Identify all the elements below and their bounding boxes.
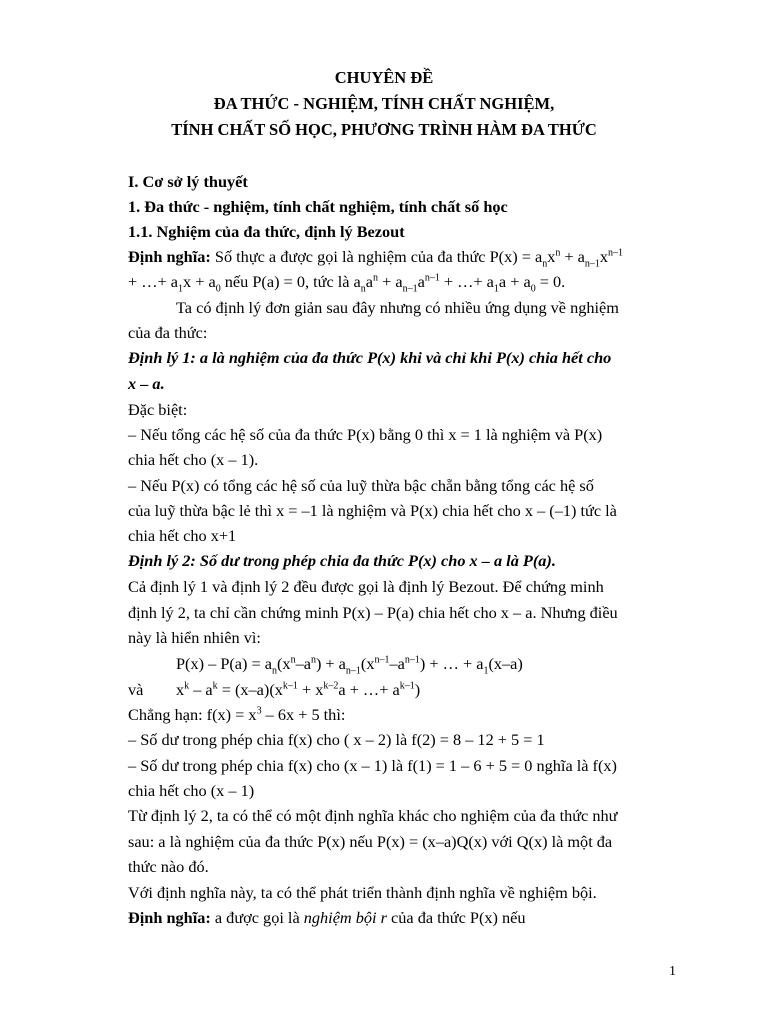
paragraph-2-line2: sau: a là nghiệm của đa thức P(x) nếu P(x) = (x–a)Q(x) với Q(x) là một đa (128, 832, 613, 851)
definition-1-line2: + …+ $a_1x + a_0$ nếu P(a) = 0, tức là $a_na^n + a_{n-1}a^{n-1}$ + …+ $a_1a + a_0 = 0$. (128, 272, 566, 295)
section-heading: I. Cơ sở lý thuyết (128, 172, 248, 191)
special-item-1-line1: – Nếu tổng các hệ số của đa thức P(x) bằng 0 thì x = 1 là nghiệm và P(x) (128, 425, 603, 444)
definition-label: Định nghĩa: (128, 247, 211, 266)
special-item-2-line2: của luỹ thừa bậc lẻ thì x = –1 là nghiệm và P(x) chia hết cho x – (–1) tức là (128, 501, 617, 520)
definition-label: Định nghĩa: (128, 908, 211, 927)
example-remainder-1: – Số dư trong phép chia f(x) cho ( x – 2) là f(2) = 8 – 12 + 5 = 1 (128, 730, 545, 749)
theorem-1-line1: Định lý 1: a là nghiệm của đa thức P(x) khi và chỉ khi P(x) chia hết cho (128, 348, 612, 367)
special-item-2-line1: – Nếu P(x) có tổng các hệ số của luỹ thừa bậc chẵn bằng tổng các hệ số (128, 476, 594, 495)
special-item-1-line2: chia hết cho (x – 1). (128, 450, 259, 469)
subsection-heading: 1. Đa thức - nghiệm, tính chất nghiệm, tính chất số học (128, 197, 508, 216)
special-label: Đặc biệt: (128, 400, 188, 419)
intro-line1: Ta có định lý đơn giản sau đây nhưng có nhiều ứng dụng về nghiệm (176, 298, 619, 317)
doc-label: CHUYÊN ĐỀ (334, 68, 434, 87)
theorem-2: Định lý 2: Số dư trong phép chia đa thức P(x) cho x – a là P(a). (128, 551, 556, 570)
paragraph-2-line1: Từ định lý 2, ta có thể có một định nghĩa khác cho nghiệm của đa thức như (128, 806, 618, 825)
special-item-2-line3: chia hết cho x+1 (128, 526, 237, 545)
paragraph-1-line2: định lý 2, ta chỉ cần chứng minh P(x) – P(a) chia hết cho x – a. Nhưng điều (128, 603, 618, 622)
example-remainder-2-line2: chia hết cho (x – 1) (128, 781, 255, 800)
paragraph-1-line1: Cả định lý 1 và định lý 2 đều được gọi là định lý Bezout. Để chứng minh (128, 577, 604, 596)
theorem-1-line2: x – a. (128, 374, 165, 393)
paragraph-1-line3: này là hiển nhiên vì: (128, 628, 261, 647)
page-number: 1 (669, 964, 676, 979)
example-intro: Chẳng hạn: $f(x) = x^3 - 6x + 5$ thì: (128, 705, 346, 724)
doc-title-line1: ĐA THỨC - NGHIỆM, TÍNH CHẤT NGHIỆM, (213, 94, 555, 113)
example-remainder-2-line1: – Số dư trong phép chia f(x) cho (x – 1) là f(1) = 1 – 6 + 5 = 0 nghĩa là f(x) (128, 756, 617, 775)
formula-power-label: và (128, 680, 144, 699)
subsubsection-heading: 1.1. Nghiệm của đa thức, định lý Bezout (128, 222, 405, 241)
doc-title-line2: TÍNH CHẤT SỐ HỌC, PHƯƠNG TRÌNH HÀM ĐA THỨC (171, 120, 597, 139)
paragraph-2-line4: Với định nghĩa này, ta có thể phát triển thành định nghĩa về nghiệm bội. (128, 883, 597, 902)
intro-line2: của đa thức: (128, 323, 208, 342)
formula-power: $x^k - a^k = (x-a)(x^{k-1} + x^{k-2}a$ + …+ $a^{k-1}$) (176, 680, 421, 699)
paragraph-2-line3: thức nào đó. (128, 857, 209, 876)
formula-difference: $P(x) - P(a) = a_n(x^n-a^n) + a_{n-1}(x^{n-1}-a^{n-1})$ + … + $a_1(x-a)$ (176, 654, 523, 677)
definition-1-line1: Định nghĩa: Số thực a được gọi là nghiệm của đa thức $P(x) = a_nx^n + a_{n-1}x^{n-1}$ (128, 247, 624, 270)
definition-2: Định nghĩa: a được gọi là nghiệm bội r của đa thức P(x) nếu (128, 908, 526, 927)
